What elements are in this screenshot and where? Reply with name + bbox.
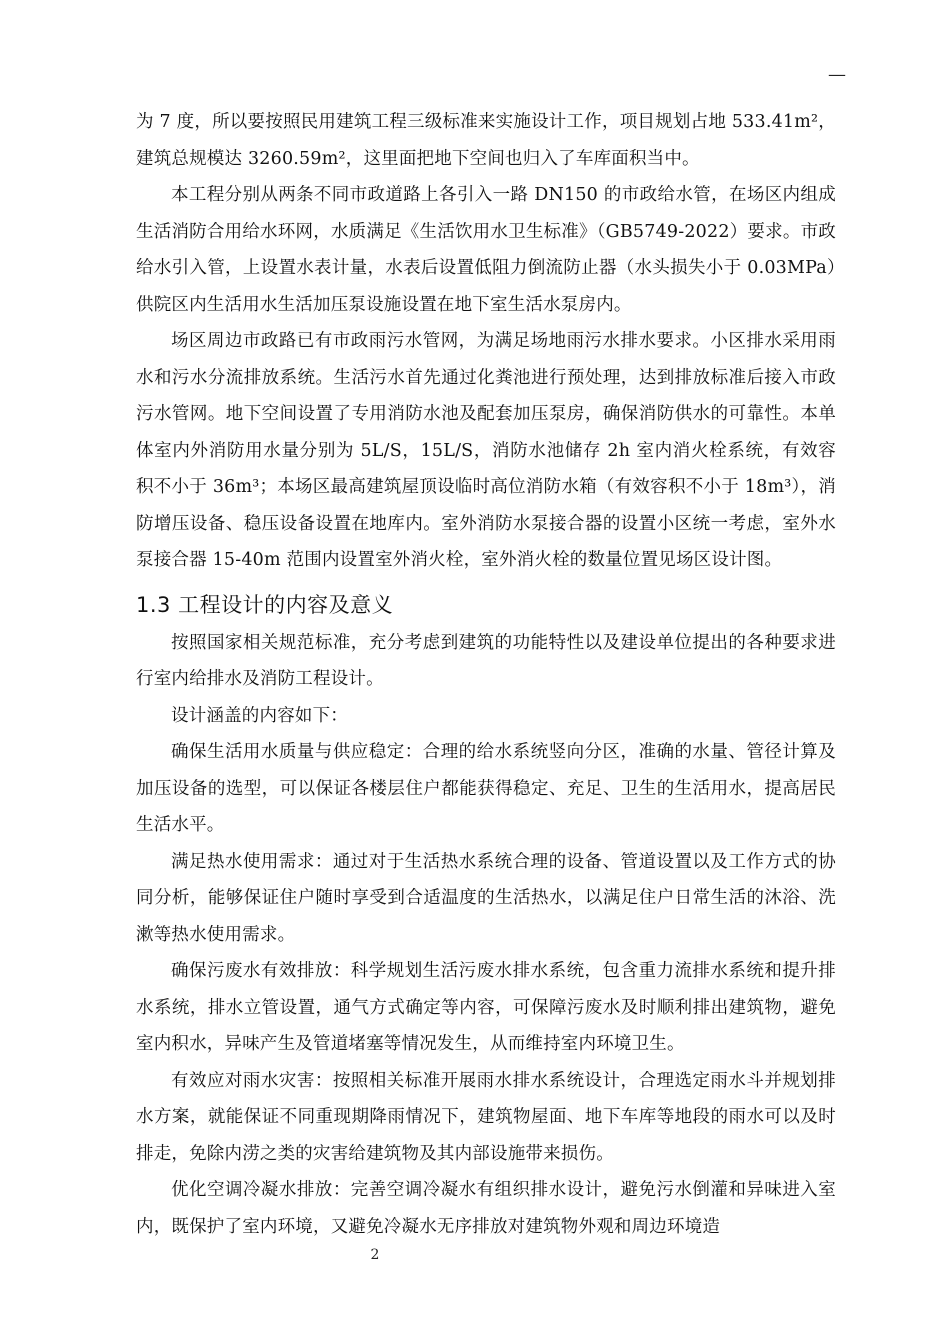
paragraph-5: 设计涵盖的内容如下： xyxy=(171,705,348,726)
paragraph-10: 优化空调冷凝水排放：完善空调冷凝水有组织排水设计，避免污水倒灌和异味进入室内，既保护了室内环境，又避免冷凝水无序排放对建筑物外观和周边环境造 xyxy=(136,1180,836,1237)
paragraph-7: 满足热水使用需求：通过对于生活热水系统合理的设备、管道设置以及工作方式的协同分析，能够保证住户随时享受到合适温度的生活热水，以满足住户日常生活的沐浴、洗漱等热水使用需求。 xyxy=(136,851,836,945)
paragraph-6: 确保生活用水质量与供应稳定：合理的给水系统竖向分区，准确的水量、管径计算及加压设备的选型，可以保证各楼层住户都能获得稳定、充足、卫生的生活用水，提高居民生活水平。 xyxy=(136,742,836,835)
paragraph-9: 有效应对雨水灾害：按照相关标准开展雨水排水系统设计，合理选定雨水斗并规划排水方案，就能保证不同重现期降雨情况下，建筑物屋面、地下车库等地段的雨水可以及时排走，免除内涝之类的灾害给建筑物及其内部设施带来损伤。 xyxy=(136,1070,836,1164)
paragraph-3: 场区周边市政路已有市政雨污水管网，为满足场地雨污水排水要求。小区排水采用雨水和污水分流排放系统。生活污水首先通过化粪池进行预处理，达到排放标准后接入市政污水管网。地下空间设置了专用消防水池及配套加压泵房，确保消防供水的可靠性。本单体室内外消防用水量分别为 5L/S，15L/S，消防水池储存 2h 室内消火栓系统，有效容积不小于 36m³；本场区最高建筑屋顶设临时高位消防水箱（有效容积不小于 18m³），消防增压设备、稳压设备设置在地库内。室外消防水泵接合器的设置小区统一考虑，室外水泵接合器 15-40m 范围内设置室外消火栓，室外消火栓的数量位置见场区设计图。 xyxy=(136,331,836,570)
paragraph-1: 为 7 度，所以要按照民用建筑工程三级标准来实施设计工作，项目规划占地 533.41m²，建筑总规模达 3260.59m²，这里面把地下空间也归入了车库面积当中。 xyxy=(136,112,836,169)
page-number: 2 xyxy=(370,1247,380,1263)
section-heading: 1.3 工程设计的内容及意义 xyxy=(136,592,394,617)
paragraph-4: 按照国家相关规范标准，充分考虑到建筑的功能特性以及建设单位提出的各种要求进行室内给排水及消防工程设计。 xyxy=(136,632,836,689)
header-dash: — xyxy=(828,64,846,85)
document-body xyxy=(136,104,836,1245)
paragraph-8: 确保污废水有效排放：科学规划生活污废水排水系统，包含重力流排水系统和提升排水系统，排水立管设置，通气方式确定等内容，可保障污废水及时顺利排出建筑物，避免室内积水，异味产生及管道堵塞等情况发生，从而维持室内环境卫生。 xyxy=(136,961,836,1054)
paragraph-2: 本工程分别从两条不同市政道路上各引入一路 DN150 的市政给水管，在场区内组成生活消防合用给水环网，水质满足《生活饮用水卫生标准》（GB5749-2022）要求。市政给水引入管，上设置水表计量，水表后设置低阻力倒流防止器（水头损失小于 0.03MPa）供院区内生活用水生活加压泵设施设置在地下室生活水泵房内。 xyxy=(136,185,836,315)
